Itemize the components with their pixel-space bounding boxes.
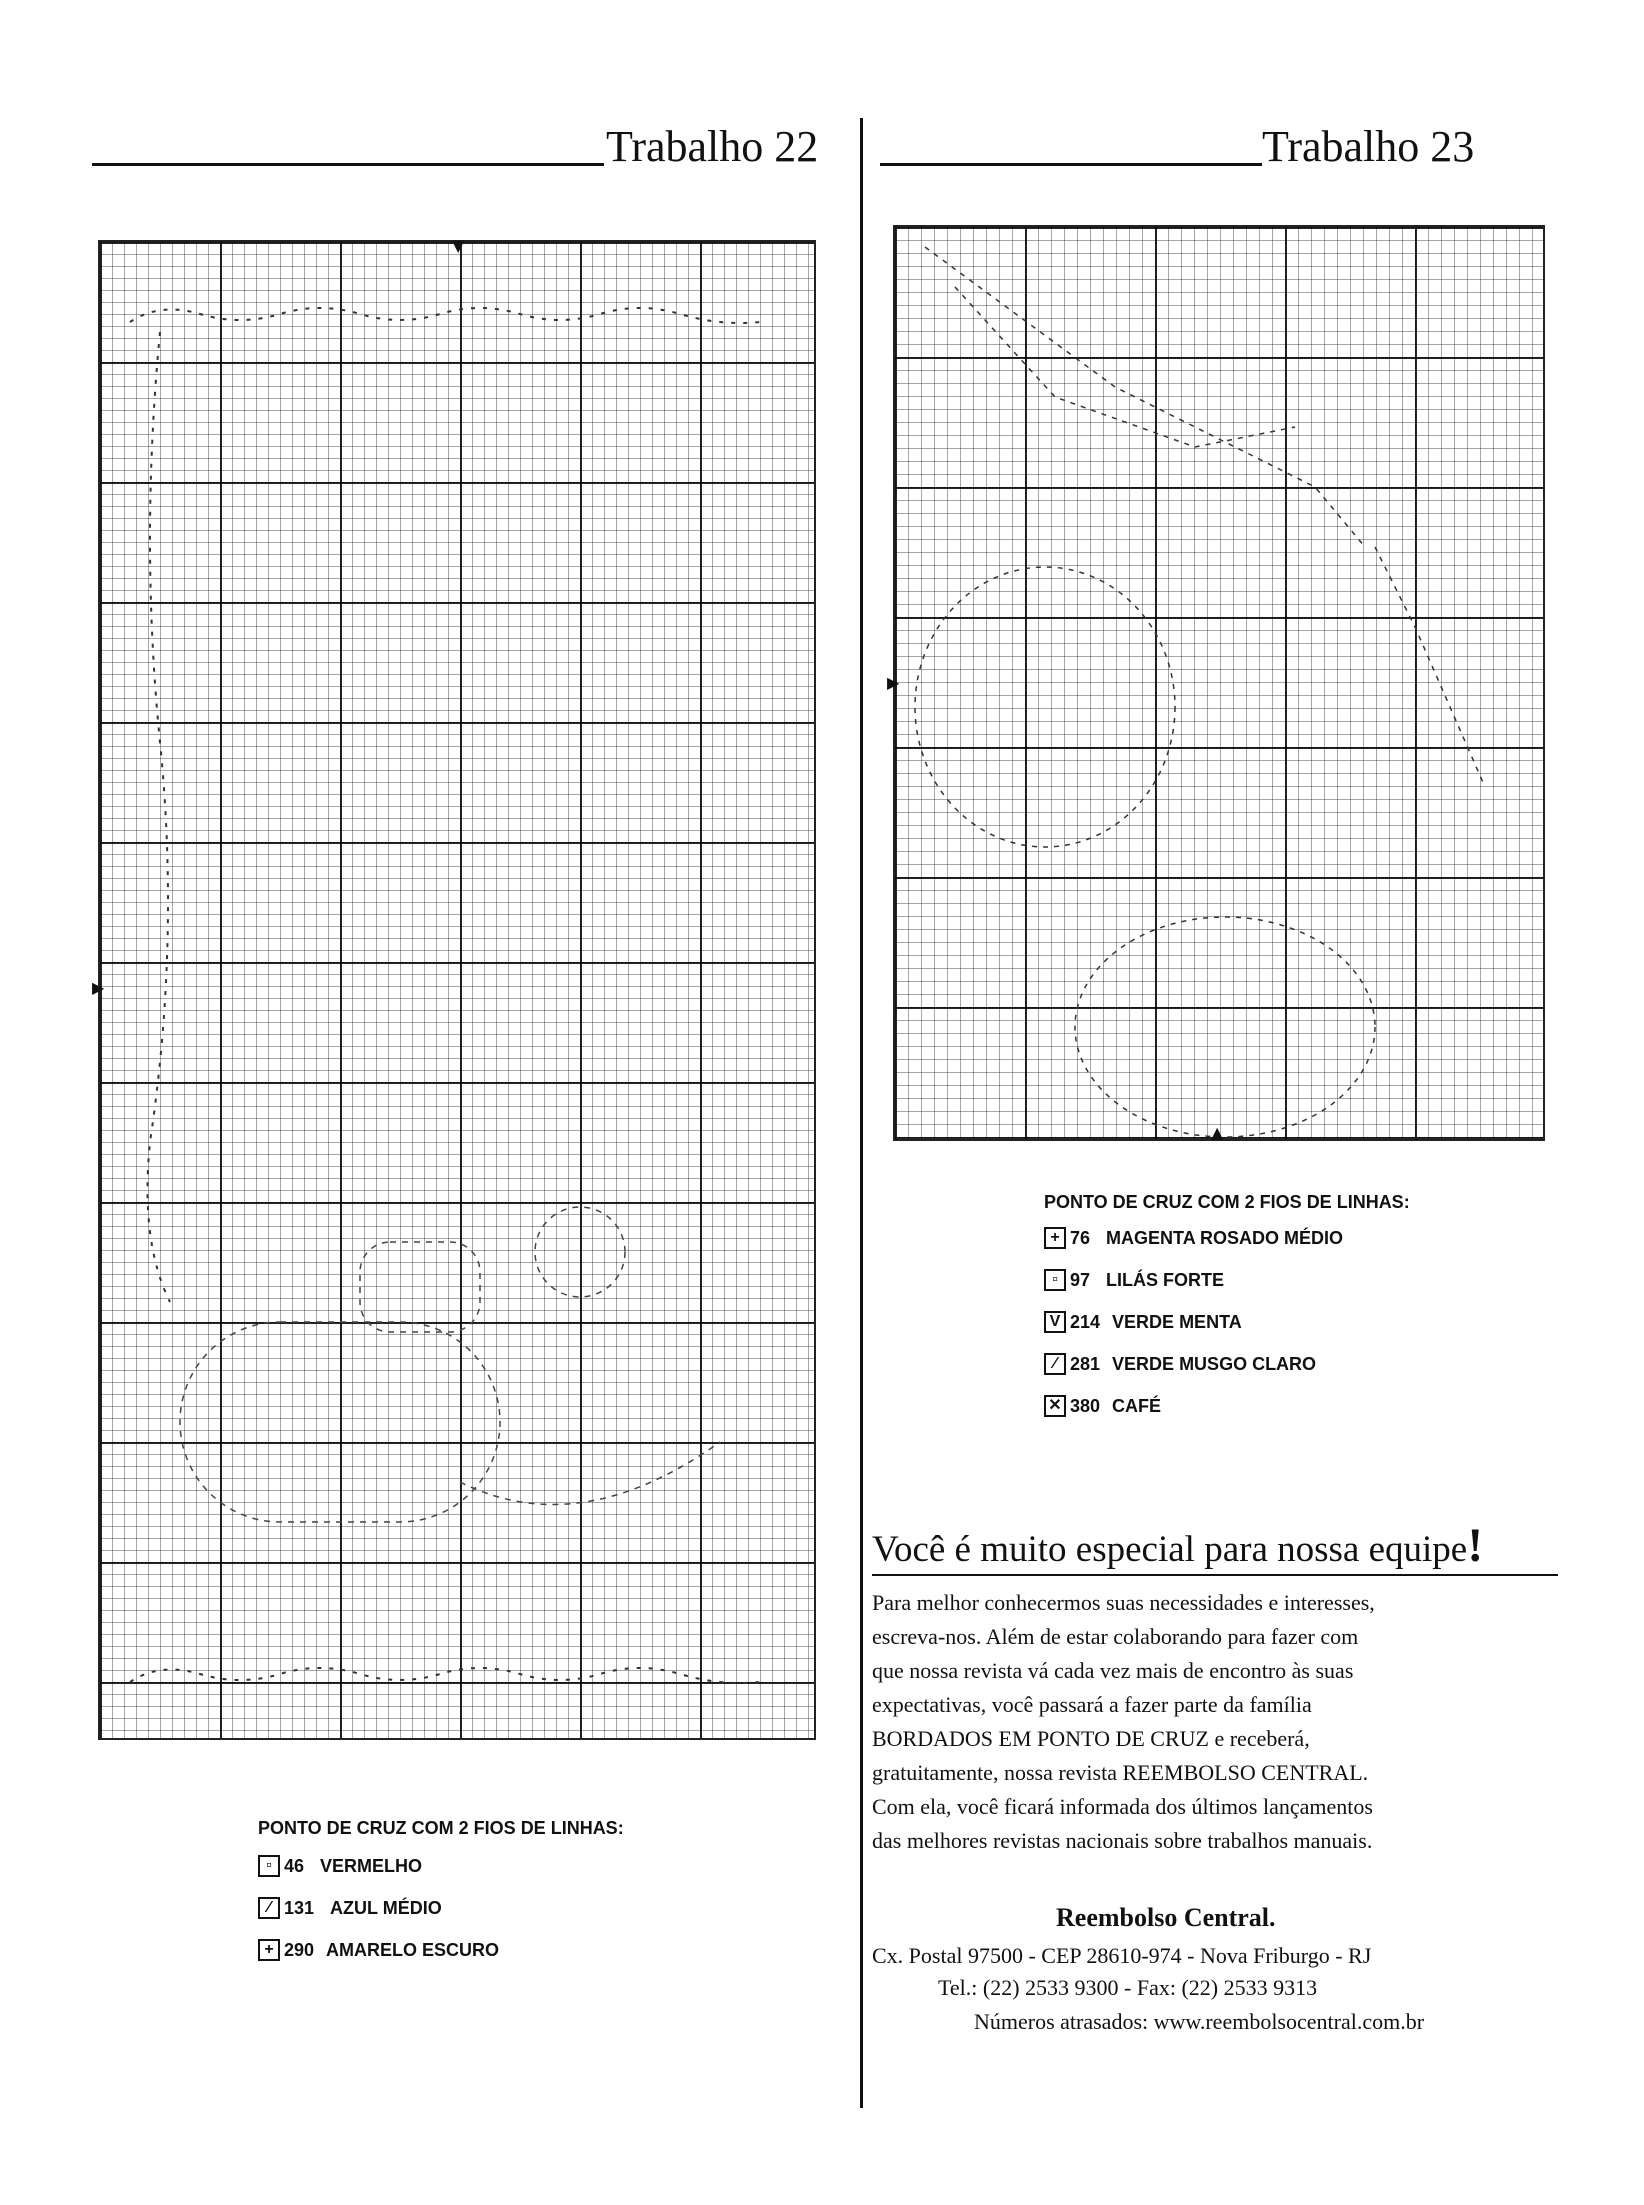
legend-22-code: 290	[284, 1939, 315, 1960]
legend-23-code: 281	[1070, 1353, 1101, 1374]
legend-22-name: AMARELO ESCURO	[326, 1939, 500, 1960]
contact-back-issues-link[interactable]: Números atrasados: www.reembolsocentral.com.br	[974, 2009, 1425, 2034]
legend-23-item	[1044, 1309, 1410, 1335]
contact-phones: Tel.: (22) 2533 9300 - Fax: (22) 2533 9313	[938, 1975, 1318, 2000]
page-title-trabalho-22: Trabalho 22	[606, 122, 819, 171]
chart-22-motif	[100, 242, 814, 1738]
cross-stitch-chart-23	[887, 225, 1545, 1142]
legend-22-heading: PONTO DE CRUZ COM 2 FIOS DE LINHAS:	[258, 1818, 624, 1838]
v-symbol-icon: V	[1044, 1311, 1066, 1333]
promo-title-rule	[872, 1574, 1558, 1576]
promo-body-line: das melhores revistas nacionais sobre trabalhos manuais.	[872, 1828, 1373, 1853]
center-marker-left-icon: ▶	[92, 978, 105, 997]
legend-22-name: AZUL MÉDIO	[330, 1897, 442, 1918]
legend-23-name: MAGENTA ROSADO MÉDIO	[1106, 1227, 1344, 1248]
legend-22-item	[258, 1895, 624, 1921]
promo-title-exclaim: !	[1467, 1519, 1484, 1572]
legend-22-name: VERMELHO	[320, 1855, 423, 1876]
legend-22-code: 46	[284, 1855, 305, 1876]
header-rule-right	[880, 163, 1262, 166]
center-marker-bottom-icon: ▲	[1211, 1123, 1224, 1142]
promo-body-line: Para melhor conhecermos suas necessidades e interesses,	[872, 1590, 1375, 1615]
legend-23-item	[1044, 1393, 1410, 1419]
legend-22-item	[258, 1853, 624, 1879]
promo-title-text: Você é muito especial para nossa equipe	[872, 1529, 1468, 1570]
center-marker-left-icon: ▶	[887, 673, 900, 692]
center-marker-top-icon: ▼	[452, 236, 465, 255]
promo-body-line: BORDADOS EM PONTO DE CRUZ e receberá,	[872, 1726, 1310, 1751]
legend-23-code: 214	[1070, 1311, 1101, 1332]
legend-22	[258, 1818, 624, 1963]
promo-body-line: Com ela, você ficará informada dos últimos lançamentos	[872, 1794, 1373, 1819]
cross-stitch-chart-22	[92, 236, 816, 1740]
square-dot-symbol-icon: ▫	[1044, 1269, 1066, 1291]
legend-23-name: VERDE MUSGO CLARO	[1112, 1353, 1317, 1374]
legend-23	[1044, 1192, 1410, 1419]
chart-23-motif	[895, 227, 1543, 1142]
x-symbol-icon: ✕	[1044, 1395, 1066, 1417]
legend-23-item	[1044, 1225, 1410, 1251]
legend-23-name: LILÁS FORTE	[1106, 1269, 1225, 1290]
contact-company: Reembolso Central.	[1056, 1903, 1276, 1932]
promo-body-line: que nossa revista vá cada vez mais de encontro às suas	[872, 1658, 1354, 1683]
header-rule-left	[92, 163, 604, 166]
plus-symbol-icon: +	[258, 1939, 280, 1961]
legend-23-item	[1044, 1351, 1410, 1377]
promo-body-line: expectativas, você passará a fazer parte da família	[872, 1692, 1312, 1717]
promo-body-line: escreva-nos. Além de estar colaborando para fazer com	[872, 1624, 1359, 1649]
square-dot-symbol-icon: ▫	[258, 1855, 280, 1877]
legend-23-code: 76	[1070, 1227, 1091, 1248]
slash-symbol-icon: ⁄	[1044, 1353, 1066, 1375]
column-divider	[860, 118, 863, 2108]
legend-23-name: CAFÉ	[1112, 1395, 1162, 1416]
legend-23-code: 380	[1070, 1395, 1101, 1416]
legend-23-heading: PONTO DE CRUZ COM 2 FIOS DE LINHAS:	[1044, 1192, 1410, 1212]
slash-symbol-icon: ⁄	[258, 1897, 280, 1919]
plus-symbol-icon: +	[1044, 1227, 1066, 1249]
legend-22-code: 131	[284, 1897, 315, 1918]
promo-title	[872, 1518, 1483, 1573]
page-title-trabalho-23: Trabalho 23	[1262, 122, 1475, 171]
contact-address: Cx. Postal 97500 - CEP 28610-974 - Nova Friburgo - RJ	[872, 1943, 1372, 1968]
promo-body-line: gratuitamente, nossa revista REEMBOLSO CENTRAL.	[872, 1760, 1369, 1785]
legend-22-item	[258, 1937, 624, 1963]
promo-body	[872, 1586, 1572, 1858]
legend-23-name: VERDE MENTA	[1112, 1311, 1242, 1332]
legend-23-code: 97	[1070, 1269, 1091, 1290]
legend-23-item	[1044, 1267, 1410, 1293]
